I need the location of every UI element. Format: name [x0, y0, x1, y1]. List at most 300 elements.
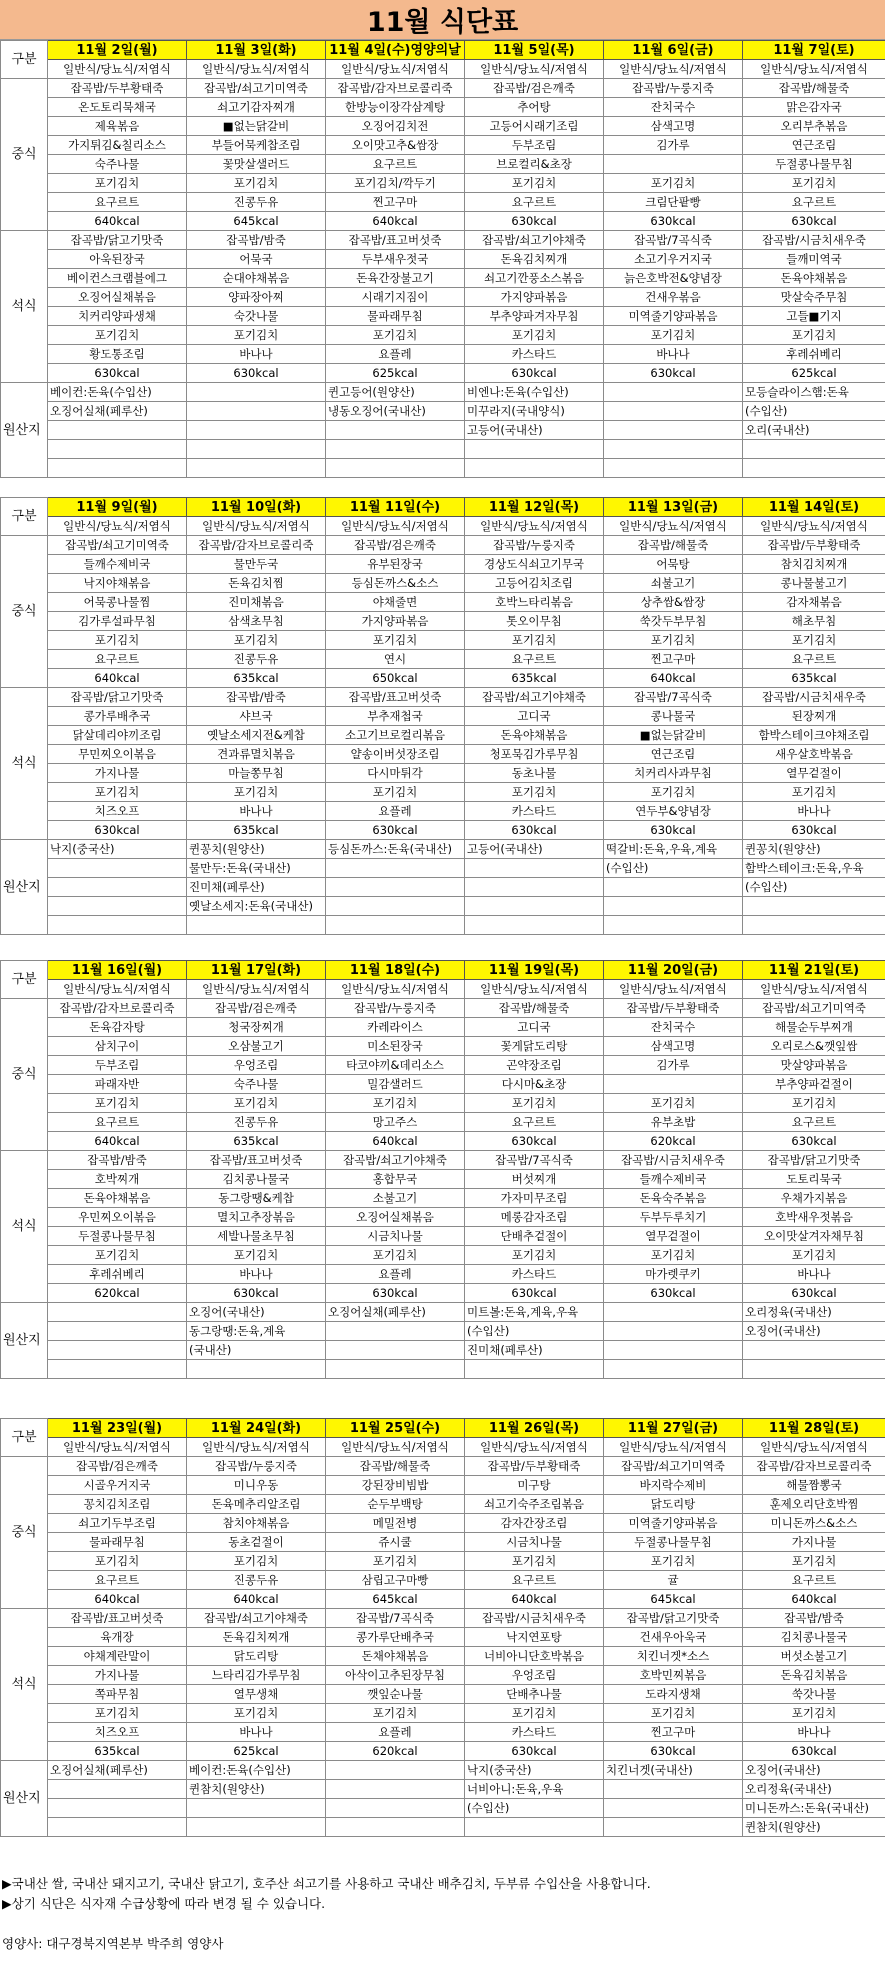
- diet-type-cell: 일반식/당뇨식/저염식: [604, 60, 743, 79]
- diet-type-cell: 일반식/당뇨식/저염식: [187, 1438, 326, 1457]
- menu-cell: 미트볼:돈육,계육,우육: [465, 1303, 604, 1322]
- menu-cell: 쇠고기깐풍소스볶음: [465, 269, 604, 288]
- menu-cell: 640kcal: [743, 1590, 885, 1609]
- menu-cell: 잡곡밥/시금치새우죽: [604, 1151, 743, 1170]
- menu-cell: [48, 897, 187, 916]
- menu-cell: 시금치나물: [465, 1533, 604, 1552]
- menu-cell: 낙지(중국산): [48, 840, 187, 859]
- lunch-row: [1, 136, 885, 155]
- menu-cell: 잡곡밥/검은깨죽: [326, 536, 465, 555]
- date-row: [1, 1419, 885, 1438]
- menu-cell: 고디국: [465, 1018, 604, 1037]
- menu-cell: [48, 440, 187, 459]
- menu-cell: 포기김치: [465, 1246, 604, 1265]
- menu-cell: 630kcal: [465, 821, 604, 840]
- menu-cell: 포기김치: [604, 1246, 743, 1265]
- menu-cell: 오리로스&깻잎쌈: [743, 1037, 885, 1056]
- menu-cell: 630kcal: [743, 1132, 885, 1151]
- menu-cell: 치즈오프: [48, 1723, 187, 1742]
- menu-cell: 635kcal: [48, 1742, 187, 1761]
- origin-row: [1, 1799, 885, 1818]
- origin-row: [1, 1360, 885, 1379]
- menu-cell: 오징어실채(페루산): [326, 1303, 465, 1322]
- date-row: [1, 961, 885, 980]
- menu-cell: 치즈오프: [48, 802, 187, 821]
- menu-cell: 물파래무침: [326, 307, 465, 326]
- gubun-label: 구분: [1, 961, 48, 999]
- origin-row: [1, 440, 885, 459]
- menu-cell: 돈채야채볶음: [326, 1647, 465, 1666]
- day-header: 11월 11일(수): [326, 498, 465, 517]
- menu-cell: 잡곡밥/해물죽: [465, 999, 604, 1018]
- menu-cell: 630kcal: [743, 212, 885, 231]
- menu-cell: 요플레: [326, 802, 465, 821]
- menu-cell: [604, 1341, 743, 1360]
- menu-cell: 미역줄기양파볶음: [604, 1514, 743, 1533]
- day-header: 11월 16일(월): [48, 961, 187, 980]
- menu-cell: 오징어실채(페루산): [48, 402, 187, 421]
- menu-cell: 포기김치: [604, 1094, 743, 1113]
- menu-cell: 잡곡밥/감자브로콜리죽: [326, 79, 465, 98]
- menu-cell: 요구르트: [465, 650, 604, 669]
- menu-cell: 어묵콩나물찜: [48, 593, 187, 612]
- dinner-row: [1, 688, 885, 707]
- menu-cell: 마가렛쿠키: [604, 1265, 743, 1284]
- menu-cell: 630kcal: [465, 1742, 604, 1761]
- menu-cell: 잡곡밥/쇠고기야채죽: [465, 688, 604, 707]
- menu-cell: 포기김치: [604, 1552, 743, 1571]
- menu-cell: [326, 897, 465, 916]
- origin-row: [1, 459, 885, 478]
- menu-cell: (수입산): [465, 1799, 604, 1818]
- menu-cell: 연근조림: [743, 136, 885, 155]
- day-header: 11월 18일(수): [326, 961, 465, 980]
- menu-cell: [326, 916, 465, 935]
- menu-cell: 625kcal: [187, 1742, 326, 1761]
- menu-cell: 유부초밥: [604, 1113, 743, 1132]
- menu-cell: 포기김치: [187, 1704, 326, 1723]
- day-header: 11월 10일(화): [187, 498, 326, 517]
- menu-cell: 쇠고기감자찌개: [187, 98, 326, 117]
- gubun-label: 구분: [1, 1419, 48, 1457]
- menu-cell: 맛살숙주무침: [743, 288, 885, 307]
- menu-cell: 잡곡밥/7곡식죽: [604, 688, 743, 707]
- menu-cell: 유부된장국: [326, 555, 465, 574]
- menu-cell: 참치야채볶음: [187, 1514, 326, 1533]
- menu-cell: 야채계란말이: [48, 1647, 187, 1666]
- menu-cell: 요구르트: [326, 155, 465, 174]
- menu-cell: 고들■기지: [743, 307, 885, 326]
- menu-cell: 꽃맛살샐러드: [187, 155, 326, 174]
- menu-cell: 온도토리묵채국: [48, 98, 187, 117]
- menu-cell: [465, 916, 604, 935]
- menu-cell: 한방능이장각삼계탕: [326, 98, 465, 117]
- menu-cell: 마늘쫑무침: [187, 764, 326, 783]
- diet-type-cell: 일반식/당뇨식/저염식: [48, 1438, 187, 1457]
- menu-cell: 포기김치: [604, 783, 743, 802]
- menu-cell: 김가루설파무침: [48, 612, 187, 631]
- lunch-label: 중식: [1, 79, 48, 231]
- menu-cell: 아욱된장국: [48, 250, 187, 269]
- menu-cell: 620kcal: [604, 1132, 743, 1151]
- menu-cell: 김가루: [604, 1056, 743, 1075]
- menu-cell: 요구르트: [465, 193, 604, 212]
- menu-cell: [604, 878, 743, 897]
- menu-cell: [743, 1360, 885, 1379]
- menu-cell: 메롱감자조림: [465, 1208, 604, 1227]
- menu-cell: 잡곡밥/밤죽: [187, 688, 326, 707]
- dinner-row: [1, 1647, 885, 1666]
- dinner-label: 석식: [1, 1609, 48, 1761]
- menu-cell: 버섯찌개: [465, 1170, 604, 1189]
- dinner-label: 석식: [1, 1151, 48, 1303]
- menu-cell: 소고기우거지국: [604, 250, 743, 269]
- menu-cell: 진콩두유: [187, 1113, 326, 1132]
- week-table: [0, 40, 885, 478]
- dinner-row: [1, 1723, 885, 1742]
- menu-cell: 부추재첩국: [326, 707, 465, 726]
- menu-cell: 오리정육(국내산): [743, 1303, 885, 1322]
- origin-row: [1, 840, 885, 859]
- diet-type-cell: 일반식/당뇨식/저염식: [326, 980, 465, 999]
- menu-cell: 크림단팥빵: [604, 193, 743, 212]
- menu-cell: 퀸꽁치(원양산): [743, 840, 885, 859]
- menu-cell: 포기김치: [743, 1704, 885, 1723]
- menu-cell: [743, 459, 885, 478]
- menu-cell: 잡곡밥/표고버섯죽: [326, 688, 465, 707]
- menu-cell: 635kcal: [465, 669, 604, 688]
- menu-cell: 635kcal: [743, 669, 885, 688]
- menu-cell: 모등슬라이스햄:돈육: [743, 383, 885, 402]
- menu-cell: 삼색고명: [604, 1037, 743, 1056]
- menu-cell: [48, 878, 187, 897]
- dinner-row: [1, 707, 885, 726]
- lunch-row: [1, 1495, 885, 1514]
- menu-cell: 포기김치: [326, 783, 465, 802]
- menu-cell: 콩나물국: [604, 707, 743, 726]
- menu-cell: 오징어김치전: [326, 117, 465, 136]
- menu-cell: 630kcal: [465, 1284, 604, 1303]
- menu-cell: 포기김치: [465, 1094, 604, 1113]
- menu-cell: 김치콩나물국: [743, 1628, 885, 1647]
- menu-cell: 고등어(국내산): [465, 421, 604, 440]
- menu-cell: 김치콩나물국: [187, 1170, 326, 1189]
- menu-cell: 낙지야채볶음: [48, 574, 187, 593]
- menu-cell: 요구르트: [48, 1571, 187, 1590]
- diet-type-cell: 일반식/당뇨식/저염식: [743, 1438, 885, 1457]
- menu-cell: 야채줄면: [326, 593, 465, 612]
- menu-cell: 포기김치: [465, 631, 604, 650]
- menu-cell: 잡곡밥/쇠고기미역죽: [48, 536, 187, 555]
- menu-cell: 640kcal: [187, 1590, 326, 1609]
- dinner-label: 석식: [1, 231, 48, 383]
- menu-cell: [465, 878, 604, 897]
- menu-cell: [604, 1799, 743, 1818]
- lunch-row: [1, 1533, 885, 1552]
- menu-cell: 건새우볶음: [604, 288, 743, 307]
- menu-cell: 잡곡밥/검은깨죽: [187, 999, 326, 1018]
- menu-cell: 잡곡밥/해물죽: [743, 79, 885, 98]
- menu-cell: 닭도리탕: [604, 1495, 743, 1514]
- menu-cell: 단배추나물: [465, 1685, 604, 1704]
- menu-cell: 들깨수제비국: [604, 1170, 743, 1189]
- menu-cell: [187, 916, 326, 935]
- menu-cell: ■없는닭갈비: [604, 726, 743, 745]
- menu-cell: 오징어(국내산): [187, 1303, 326, 1322]
- menu-cell: 포기김치/깍두기: [326, 174, 465, 193]
- menu-cell: [604, 1075, 743, 1094]
- dietitian-signature: 영양사: 대구경북지역본부 박주희 영양사: [2, 1936, 224, 1951]
- menu-cell: [48, 1799, 187, 1818]
- dinner-row: [1, 1628, 885, 1647]
- menu-cell: 625kcal: [743, 364, 885, 383]
- menu-cell: 요구르트: [743, 650, 885, 669]
- menu-cell: 무민찌오이볶음: [48, 745, 187, 764]
- menu-cell: 잡곡밥/표고버섯죽: [326, 231, 465, 250]
- date-row: [1, 498, 885, 517]
- menu-cell: 잡곡밥/쇠고기미역죽: [187, 79, 326, 98]
- menu-cell: [187, 383, 326, 402]
- menu-cell: 포기김치: [465, 1704, 604, 1723]
- lunch-row: [1, 1132, 885, 1151]
- menu-cell: 바나나: [187, 802, 326, 821]
- menu-cell: 두부새우젓국: [326, 250, 465, 269]
- menu-cell: 포기김치: [48, 1704, 187, 1723]
- menu-cell: 두절콩나물무침: [743, 155, 885, 174]
- menu-cell: 파래자반: [48, 1075, 187, 1094]
- menu-cell: 바나나: [187, 345, 326, 364]
- menu-cell: 630kcal: [604, 364, 743, 383]
- lunch-label: 중식: [1, 1457, 48, 1609]
- menu-cell: 함박스테이크야채조림: [743, 726, 885, 745]
- menu-cell: 가자미무조림: [465, 1189, 604, 1208]
- menu-cell: 잡곡밥/시금치새우죽: [465, 1609, 604, 1628]
- menu-cell: 쇠불고기: [604, 574, 743, 593]
- menu-cell: [187, 1818, 326, 1837]
- lunch-row: [1, 574, 885, 593]
- menu-cell: 630kcal: [604, 212, 743, 231]
- menu-cell: 등심돈까스:돈육(국내산): [326, 840, 465, 859]
- menu-cell: 포기김치: [604, 174, 743, 193]
- menu-cell: [743, 897, 885, 916]
- menu-cell: 고등어김치조림: [465, 574, 604, 593]
- lunch-row: [1, 212, 885, 231]
- menu-cell: (수입산): [465, 1322, 604, 1341]
- menu-cell: 640kcal: [326, 1132, 465, 1151]
- menu-cell: [604, 1303, 743, 1322]
- day-header: 11월 27일(금): [604, 1419, 743, 1438]
- menu-cell: 밀감샐러드: [326, 1075, 465, 1094]
- menu-cell: 잡곡밥/닭고기맛죽: [743, 1151, 885, 1170]
- lunch-row: [1, 1113, 885, 1132]
- day-header: 11월 12일(목): [465, 498, 604, 517]
- menu-cell: 감자간장조림: [465, 1514, 604, 1533]
- origin-row: [1, 897, 885, 916]
- menu-cell: 돈육숙주볶음: [604, 1189, 743, 1208]
- menu-cell: 연근조림: [604, 745, 743, 764]
- dinner-row: [1, 802, 885, 821]
- menu-cell: 제육볶음: [48, 117, 187, 136]
- menu-cell: 미꾸라지(국내양식): [465, 402, 604, 421]
- dinner-row: [1, 1685, 885, 1704]
- menu-cell: 바나나: [187, 1265, 326, 1284]
- menu-cell: 포기김치: [187, 631, 326, 650]
- diet-type-cell: 일반식/당뇨식/저염식: [48, 980, 187, 999]
- menu-cell: 후레쉬베리: [743, 345, 885, 364]
- dinner-row: [1, 783, 885, 802]
- menu-cell: 포기김치: [743, 1552, 885, 1571]
- menu-cell: 바나나: [604, 345, 743, 364]
- menu-cell: 630kcal: [187, 1284, 326, 1303]
- menu-cell: [187, 459, 326, 478]
- menu-cell: 포기김치: [465, 174, 604, 193]
- menu-cell: 돈육감자탕: [48, 1018, 187, 1037]
- menu-cell: 견과류멸치볶음: [187, 745, 326, 764]
- lunch-label: 중식: [1, 536, 48, 688]
- menu-cell: 숙주나물: [48, 155, 187, 174]
- menu-cell: [48, 1818, 187, 1837]
- origin-row: [1, 859, 885, 878]
- menu-cell: 김가루: [604, 136, 743, 155]
- menu-cell: 잡곡밥/쇠고기야채죽: [326, 1151, 465, 1170]
- menu-cell: 어묵탕: [604, 555, 743, 574]
- lunch-row: [1, 1018, 885, 1037]
- day-header: 11월 17일(화): [187, 961, 326, 980]
- menu-cell: [604, 155, 743, 174]
- menu-cell: 가지나물: [48, 764, 187, 783]
- menu-cell: 숙갓나물: [187, 307, 326, 326]
- menu-cell: 요구르트: [465, 1571, 604, 1590]
- menu-cell: 가지튀김&칠리소스: [48, 136, 187, 155]
- menu-cell: 순두부백탕: [326, 1495, 465, 1514]
- menu-cell: 치킨너겟(국내산): [604, 1761, 743, 1780]
- menu-cell: 잡곡밥/두부황태죽: [465, 1457, 604, 1476]
- page-title: 11월 식단표: [0, 0, 885, 40]
- day-header: 11월 19일(목): [465, 961, 604, 980]
- menu-cell: [48, 1780, 187, 1799]
- menu-cell: 깻잎순나물: [326, 1685, 465, 1704]
- menu-cell: 타코야끼&데리소스: [326, 1056, 465, 1075]
- menu-cell: [465, 1360, 604, 1379]
- gubun-label: 구분: [1, 498, 48, 536]
- menu-cell: 맑은감자국: [743, 98, 885, 117]
- lunch-row: [1, 1476, 885, 1495]
- lunch-row: [1, 1571, 885, 1590]
- dinner-row: [1, 250, 885, 269]
- day-header: 11월 13일(금): [604, 498, 743, 517]
- menu-cell: 우채가지볶음: [743, 1189, 885, 1208]
- menu-cell: [48, 1322, 187, 1341]
- menu-cell: 연시: [326, 650, 465, 669]
- menu-cell: 진콩두유: [187, 650, 326, 669]
- menu-cell: 잔치국수: [604, 98, 743, 117]
- menu-cell: (수입산): [743, 402, 885, 421]
- menu-cell: 오리(국내산): [743, 421, 885, 440]
- menu-cell: [326, 440, 465, 459]
- day-header: 11월 4일(수)영양의날: [326, 41, 465, 60]
- origin-row: [1, 1303, 885, 1322]
- menu-cell: 오징어실채볶음: [326, 1208, 465, 1227]
- menu-cell: 포기김치: [743, 783, 885, 802]
- menu-cell: 645kcal: [604, 1590, 743, 1609]
- lunch-row: [1, 669, 885, 688]
- lunch-row: [1, 193, 885, 212]
- menu-cell: 퀸참치(원양산): [743, 1818, 885, 1837]
- menu-cell: [48, 1341, 187, 1360]
- menu-cell: [743, 440, 885, 459]
- menu-cell: 쥬시쿨: [326, 1533, 465, 1552]
- menu-cell: 돈육김치찌개: [465, 250, 604, 269]
- lunch-row: [1, 79, 885, 98]
- menu-cell: 두절콩나물무침: [604, 1533, 743, 1552]
- menu-cell: 너비아니:돈육,우육: [465, 1780, 604, 1799]
- menu-cell: 맛살양파볶음: [743, 1056, 885, 1075]
- menu-cell: 포기김치: [187, 783, 326, 802]
- menu-cell: [326, 1799, 465, 1818]
- menu-cell: 열무겉절이: [743, 764, 885, 783]
- menu-cell: 시골우거지국: [48, 1476, 187, 1495]
- menu-cell: 퀸참치(원양산): [187, 1780, 326, 1799]
- menu-cell: 645kcal: [326, 1590, 465, 1609]
- diet-type-row: [1, 60, 885, 79]
- menu-cell: [326, 1780, 465, 1799]
- menu-cell: 미니돈까스:돈육(국내산): [743, 1799, 885, 1818]
- date-row: [1, 41, 885, 60]
- menu-cell: 오삼불고기: [187, 1037, 326, 1056]
- menu-cell: 잡곡밥/닭고기맛죽: [48, 688, 187, 707]
- menu-cell: 쑥갓두부무침: [604, 612, 743, 631]
- menu-cell: 쑥갓나물: [743, 1685, 885, 1704]
- menu-cell: 소고기브로컬리볶음: [326, 726, 465, 745]
- menu-cell: 귤: [604, 1571, 743, 1590]
- dinner-row: [1, 821, 885, 840]
- menu-cell: 들깨수제비국: [48, 555, 187, 574]
- menu-cell: 포기김치: [187, 1094, 326, 1113]
- lunch-row: [1, 155, 885, 174]
- menu-cell: 다시마튀각: [326, 764, 465, 783]
- dinner-label: 석식: [1, 688, 48, 840]
- menu-cell: 메밀전병: [326, 1514, 465, 1533]
- origin-label: 원산지: [1, 1761, 48, 1837]
- menu-cell: 잡곡밥/감자브로콜리죽: [743, 1457, 885, 1476]
- dinner-row: [1, 764, 885, 783]
- lunch-row: [1, 1094, 885, 1113]
- menu-cell: 가지나물: [48, 1666, 187, 1685]
- menu-cell: 요구르트: [743, 1571, 885, 1590]
- footer-notes: [0, 1874, 885, 1954]
- menu-cell: 들깨미역국: [743, 250, 885, 269]
- menu-cell: 잡곡밥/해물죽: [604, 536, 743, 555]
- menu-cell: 630kcal: [743, 1742, 885, 1761]
- menu-cell: 호박민찌볶음: [604, 1666, 743, 1685]
- menu-cell: [187, 440, 326, 459]
- menu-cell: 635kcal: [187, 821, 326, 840]
- menu-cell: 630kcal: [326, 1284, 465, 1303]
- menu-cell: 미역줄기양파볶음: [604, 307, 743, 326]
- menu-cell: 카스타드: [465, 345, 604, 364]
- origin-row: [1, 1818, 885, 1837]
- origin-row: [1, 1322, 885, 1341]
- origin-row: [1, 1761, 885, 1780]
- diet-type-cell: 일반식/당뇨식/저염식: [326, 1438, 465, 1457]
- menu-cell: 돈육야채볶음: [465, 726, 604, 745]
- menu-cell: 치킨너겟*소스: [604, 1647, 743, 1666]
- menu-cell: 오징어실채볶음: [48, 288, 187, 307]
- menu-cell: 포기김치: [743, 174, 885, 193]
- menu-cell: 포기김치: [187, 326, 326, 345]
- menu-cell: 쇠고기숙주조림볶음: [465, 1495, 604, 1514]
- menu-cell: 고디국: [465, 707, 604, 726]
